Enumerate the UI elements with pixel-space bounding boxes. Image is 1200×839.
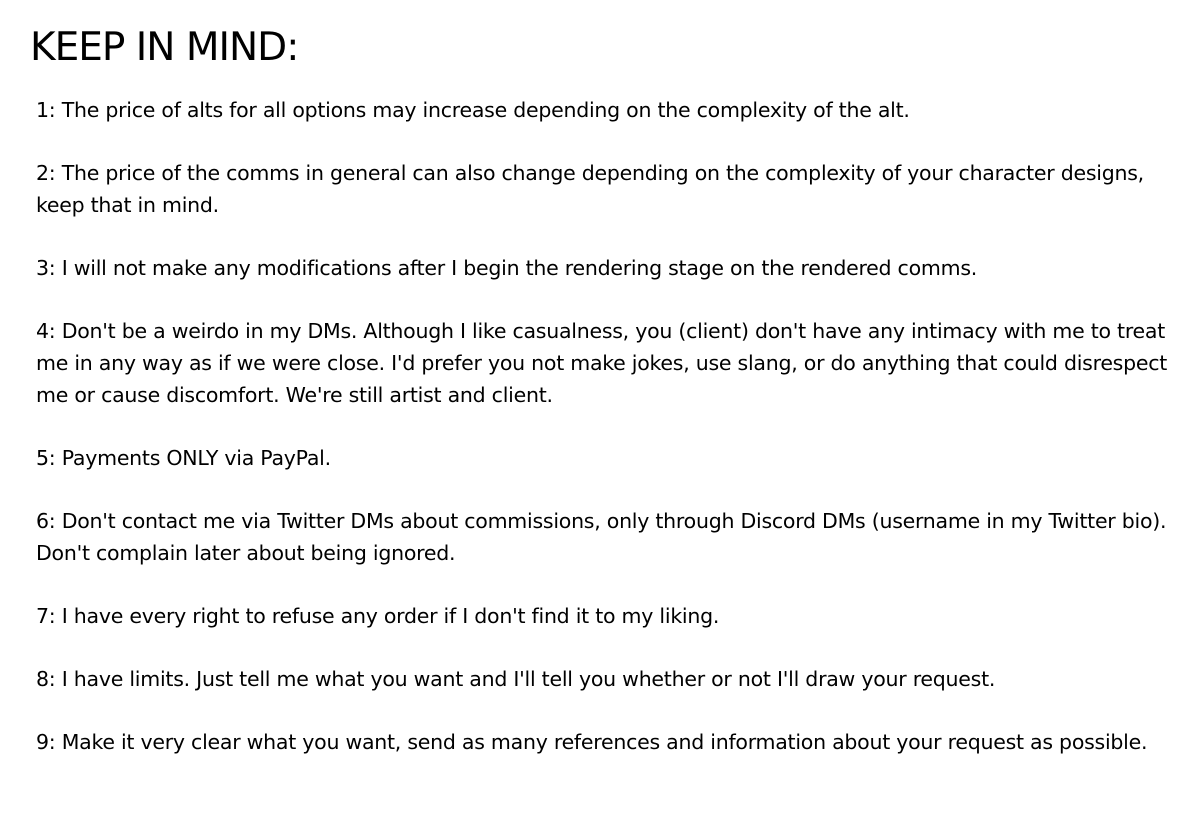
rule-spacer <box>36 284 1186 315</box>
rule-item-5: 5: Payments ONLY via PayPal. <box>36 446 331 470</box>
rule-item-1: 1: The price of alts for all options may increase depending on the complexity of the alt. <box>36 98 910 122</box>
page-title: KEEP IN MIND: <box>30 25 299 70</box>
rule-spacer <box>36 632 1186 663</box>
rule-item-7: 7: I have every right to refuse any order if I don't find it to my liking. <box>36 604 720 628</box>
rule-spacer <box>36 411 1186 442</box>
rules-list <box>36 94 1186 758</box>
rule-item-3: 3: I will not make any modifications after I begin the rendering stage on the rendered comms. <box>36 256 978 280</box>
rule-item-9: 9: Make it very clear what you want, send as many references and information about your request as possible. <box>36 730 1148 754</box>
rule-spacer <box>36 569 1186 600</box>
rule-item-2: 2: The price of the comms in general can also change depending on the complexity of your character designs, keep that in mind. <box>36 161 1144 217</box>
rule-item-8: 8: I have limits. Just tell me what you want and I'll tell you whether or not I'll draw your request. <box>36 667 996 691</box>
rule-spacer <box>36 126 1186 157</box>
rule-item-6: 6: Don't contact me via Twitter DMs about commissions, only through Discord DMs (username in my Twitter bio). Don't complain later about being ignored. <box>36 509 1167 565</box>
rule-spacer <box>36 474 1186 505</box>
rule-item-4: 4: Don't be a weirdo in my DMs. Although I like casualness, you (client) don't have any intimacy with me to treat me in any way as if we were close. I'd prefer you not make jokes, use slang, or do anything that could disrespect me or cause discomfort. We're still artist and client. <box>36 319 1168 407</box>
rule-spacer <box>36 695 1186 726</box>
rule-spacer <box>36 221 1186 252</box>
